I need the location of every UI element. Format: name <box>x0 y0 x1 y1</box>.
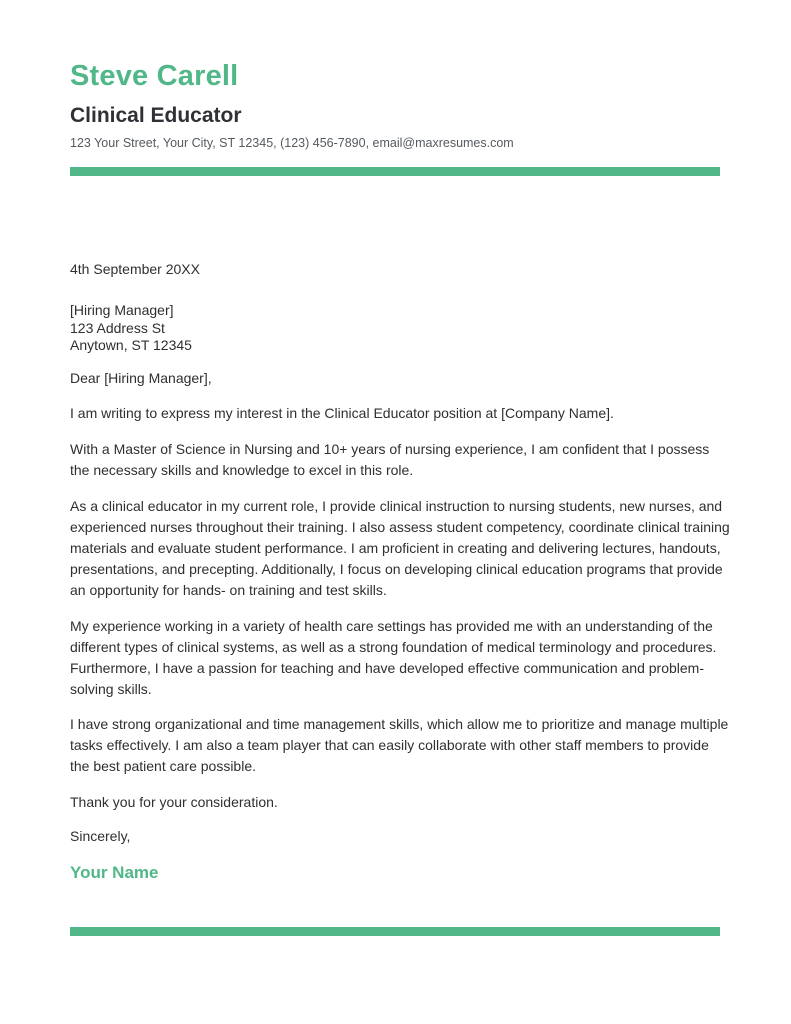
body-paragraph: With a Master of Science in Nursing and 10+ years of nursing experience, I am confident that I possess the necessary skills and knowledge to excel in this role. <box>70 441 710 478</box>
footer-divider <box>70 927 720 936</box>
signature-name: Your Name <box>70 863 159 882</box>
recipient-address <box>70 302 730 355</box>
body-paragraph: I have strong organizational and time management skills, which allow me to prioritize and manage multiple tasks effectively. I am also a team player that can easily collaborate with other staff members to provide the best patient care possible. <box>70 716 729 774</box>
header-divider <box>70 167 720 176</box>
contact-info: 123 Your Street, Your City, ST 12345, (123) 456-7890, email@maxresumes.com <box>70 136 514 150</box>
body-paragraph: My experience working in a variety of health care settings has provided me with an understanding of the different types of clinical systems, as well as a strong foundation of medical terminology and procedures. Furthermore, I have a passion for teaching and have developed effective communication and problem-solving skills. <box>70 618 717 697</box>
recipient-line: 123 Address St <box>70 319 165 336</box>
recipient-line: Anytown, ST 12345 <box>70 337 192 353</box>
applicant-name: Steve Carell <box>70 60 239 92</box>
body-paragraph: As a clinical educator in my current role, I provide clinical instruction to nursing students, new nurses, and experienced nurses throughout their training. I also assess student competency, coordinate clinical training materials and evaluate student performance. I am proficient in creating and delivering lectures, handouts, presentations, and precepting. Additionally, I focus on developing clinical education programs that provide an opportunity for hands- on training and test skills. <box>70 498 730 598</box>
job-title: Clinical Educator <box>70 104 242 127</box>
body-paragraph: I am writing to express my interest in the Clinical Educator position at [Company Name]. <box>70 405 614 421</box>
letter-date: 4th September 20XX <box>70 261 200 277</box>
closing: Sincerely, <box>70 828 131 844</box>
salutation: Dear [Hiring Manager], <box>70 370 212 386</box>
recipient-line: [Hiring Manager] <box>70 302 174 318</box>
thank-you-line: Thank you for your consideration. <box>70 794 278 810</box>
